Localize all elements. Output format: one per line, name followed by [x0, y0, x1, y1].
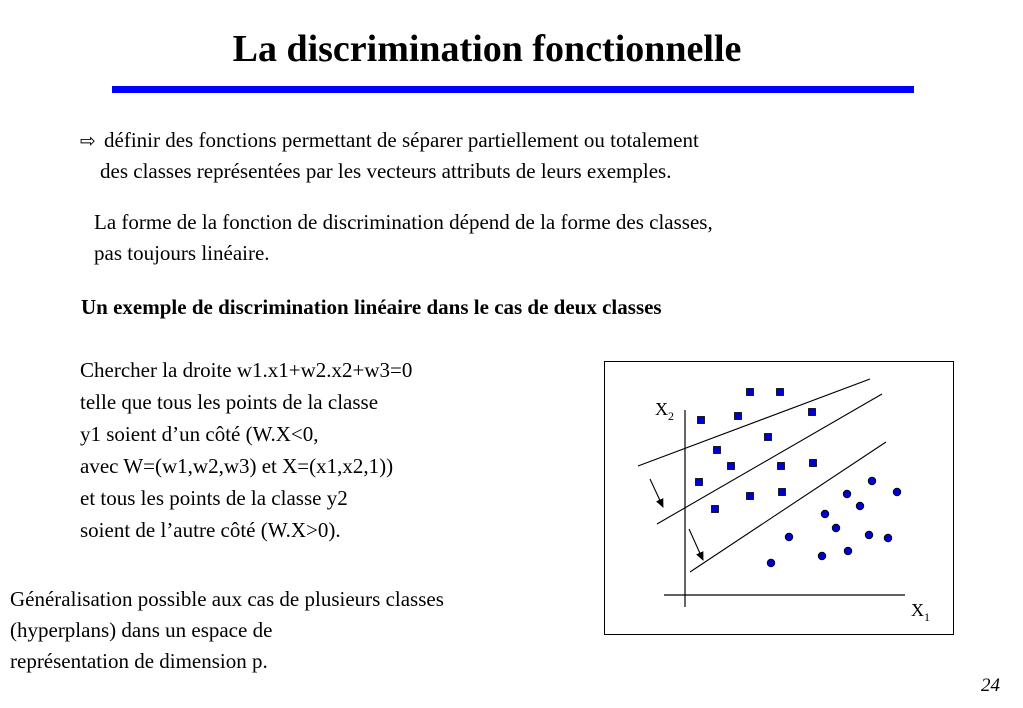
class-y1-point — [712, 506, 719, 513]
class-y2-point — [844, 547, 852, 555]
class-y1-point — [765, 434, 772, 441]
paragraph-line-2: pas toujours linéaire. — [94, 241, 270, 265]
class-y1-point — [696, 479, 703, 486]
explanation-line: y1 soient d’un côté (W.X<0, — [80, 422, 319, 446]
class-y2-point — [865, 531, 873, 539]
class-y1-point — [747, 493, 754, 500]
class-y2-point — [856, 502, 864, 510]
arrow-down-icon — [689, 529, 703, 560]
class-y2-point — [893, 488, 901, 496]
class-y1-point — [728, 463, 735, 470]
explanation-line: et tous les points de la classe y2 — [80, 486, 348, 510]
class-y2-point — [832, 524, 840, 532]
generalization-line: représentation de dimension p. — [10, 649, 268, 673]
displacement-arrows — [650, 479, 703, 560]
class-y2-point — [884, 534, 892, 542]
separator-lines — [638, 379, 886, 572]
title-underline — [112, 86, 914, 93]
class-y2-point — [821, 510, 829, 518]
class-y1-point — [809, 409, 816, 416]
explanation-line: soient de l’autre côté (W.X>0). — [80, 518, 341, 542]
linear-discrimination-figure — [604, 361, 954, 635]
explanation-line: Chercher la droite w1.x1+w2.x2+w3=0 — [80, 358, 413, 382]
axes — [664, 410, 905, 607]
class-y1-point — [714, 447, 721, 454]
right-arrow-outline-icon: ⇨ — [80, 130, 96, 152]
example-subheading: Un exemple de discrimination linéaire dans le cas de deux classes — [81, 295, 662, 319]
class-y2-point — [767, 559, 775, 567]
scatter-diagram — [605, 362, 955, 636]
class-y1-point — [777, 389, 784, 396]
generalization-line: Généralisation possible aux cas de plusieurs classes — [10, 587, 444, 611]
class-y1-squares — [696, 389, 817, 513]
generalization-line: (hyperplans) dans un espace de — [10, 618, 273, 642]
class-y1-point — [778, 463, 785, 470]
class-y2-circles — [767, 477, 901, 567]
slide-title: La discrimination fonctionnelle — [232, 28, 742, 70]
explanation-line: telle que tous les points de la classe — [80, 390, 379, 414]
class-y1-point — [698, 417, 705, 424]
separator-line — [657, 394, 882, 524]
class-y2-point — [843, 490, 851, 498]
explanation-line: avec W=(w1,w2,w3) et X=(x1,x2,1)) — [80, 454, 394, 478]
y-axis-label: $X_2$ — [655, 399, 674, 423]
bullet-line-1 — [80, 125, 699, 157]
class-y2-point — [818, 552, 826, 560]
bullet-line-2: des classes représentées par les vecteurs attributs de leurs exemples. — [100, 159, 672, 183]
class-y2-point — [868, 477, 876, 485]
bullet-text-1: définir des fonctions permettant de séparer partiellement ou totalement — [104, 128, 699, 152]
arrow-down-icon — [650, 479, 663, 507]
page-number: 24 — [981, 675, 1000, 696]
class-y1-point — [779, 489, 786, 496]
paragraph-line-1: La forme de la fonction de discrimination dépend de la forme des classes, — [94, 210, 713, 234]
class-y1-point — [810, 460, 817, 467]
x-axis-label: $X_1$ — [911, 600, 930, 624]
class-y1-point — [747, 389, 754, 396]
class-y2-point — [785, 533, 793, 541]
class-y1-point — [735, 413, 742, 420]
